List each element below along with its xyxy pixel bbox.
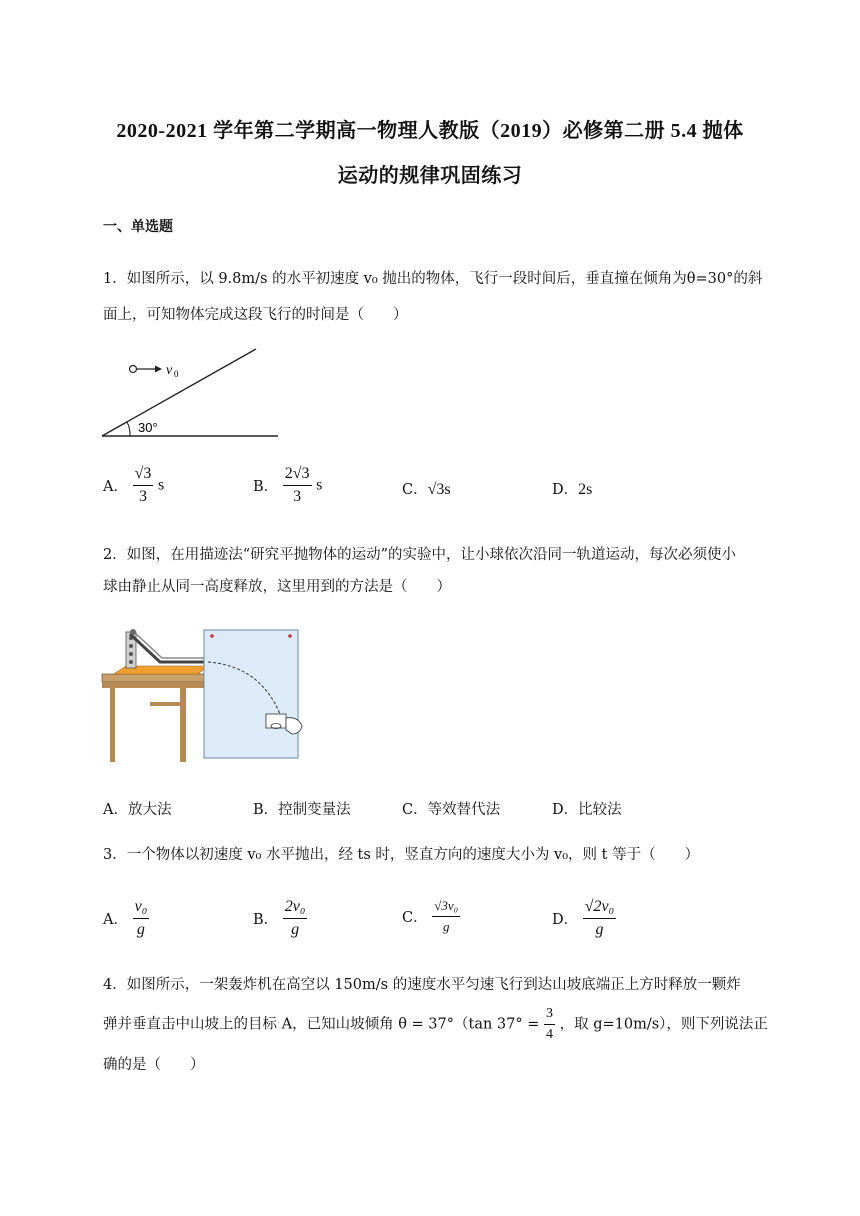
arrow-icon — [155, 366, 162, 373]
question-4-line-1: 4．如图所示，一架轰炸机在高空以 150m/s 的速度水平匀速飞行到达山坡底端正上方时释放一颗炸 — [103, 977, 741, 993]
q2-option-d[interactable]: D．比较法 — [552, 802, 622, 818]
q2-option-b[interactable]: B．控制变量法 — [253, 802, 351, 818]
question-4-line-3: 确的是（ ） — [103, 1057, 205, 1073]
question-4-line-2: 弹并垂直击中山坡上的目标 A，已知山坡倾角 θ = 37°（tan 37° = $\frac{3}{4}$ ，取 g=10m/s），则下列说法正 — [103, 1006, 768, 1042]
q3-option-d[interactable]: D． $\frac{\text{√2v₀}}{g}$ — [552, 898, 615, 938]
ball-icon — [130, 366, 137, 373]
velocity-subscript: 0 — [174, 369, 179, 379]
q1-option-a[interactable]: A． $\frac{√3}{3}$ s — [103, 465, 165, 505]
q2-option-a[interactable]: A．放大法 — [103, 802, 172, 818]
question-2-line-1: 2．如图，在用描迹法“研究平抛物体的运动”的实验中，让小球依次沿同一轨道运动，每次必须使小 — [103, 547, 737, 563]
experiment-figure — [100, 622, 315, 767]
q3-option-c[interactable]: C． $\frac{\text{√3v₀}}{g}$ — [402, 898, 459, 934]
q1-option-b[interactable]: B． $\frac{2√3}{3}$ s — [253, 465, 323, 505]
question-2-line-2: 球由静止从同一高度释放，这里用到的方法是（ ） — [103, 579, 451, 595]
question-1-line-1: 1．如图所示，以 9.8m/s 的水平初速度 v₀ 抛出的物体，飞行一段时间后，垂直撞在倾角为θ=30°的斜 — [103, 271, 763, 287]
angle-label: 30° — [138, 420, 158, 435]
q3-option-b[interactable]: B． $\frac{\text{2v₀}}{g}$ — [253, 898, 306, 938]
hand-icon — [286, 718, 302, 734]
incline-figure — [100, 343, 285, 443]
page-title-line-2: 运动的规律巩固练习 — [337, 165, 523, 187]
q2-option-c[interactable]: C．等效替代法 — [402, 802, 501, 818]
page-title-line-1: 2020-2021 学年第二学期高一物理人教版（2019）必修第二册 5.4 抛体 — [116, 120, 744, 142]
q1-option-c[interactable]: C．√3s — [402, 481, 451, 498]
q1-option-d[interactable]: D．2s — [552, 481, 593, 498]
q3-option-a[interactable]: A． $\frac{\text{v₀}}{g}$ — [103, 898, 148, 938]
question-1-line-2: 面上，可知物体完成这段飞行的时间是（ ） — [103, 307, 408, 323]
velocity-label: v — [166, 363, 173, 378]
section-heading: 一、单选题 — [103, 219, 173, 235]
question-3-line-1: 3．一个物体以初速度 v₀ 水平抛出，经 ts 时，竖直方向的速度大小为 v₀，则 t 等于（ ） — [103, 847, 700, 863]
